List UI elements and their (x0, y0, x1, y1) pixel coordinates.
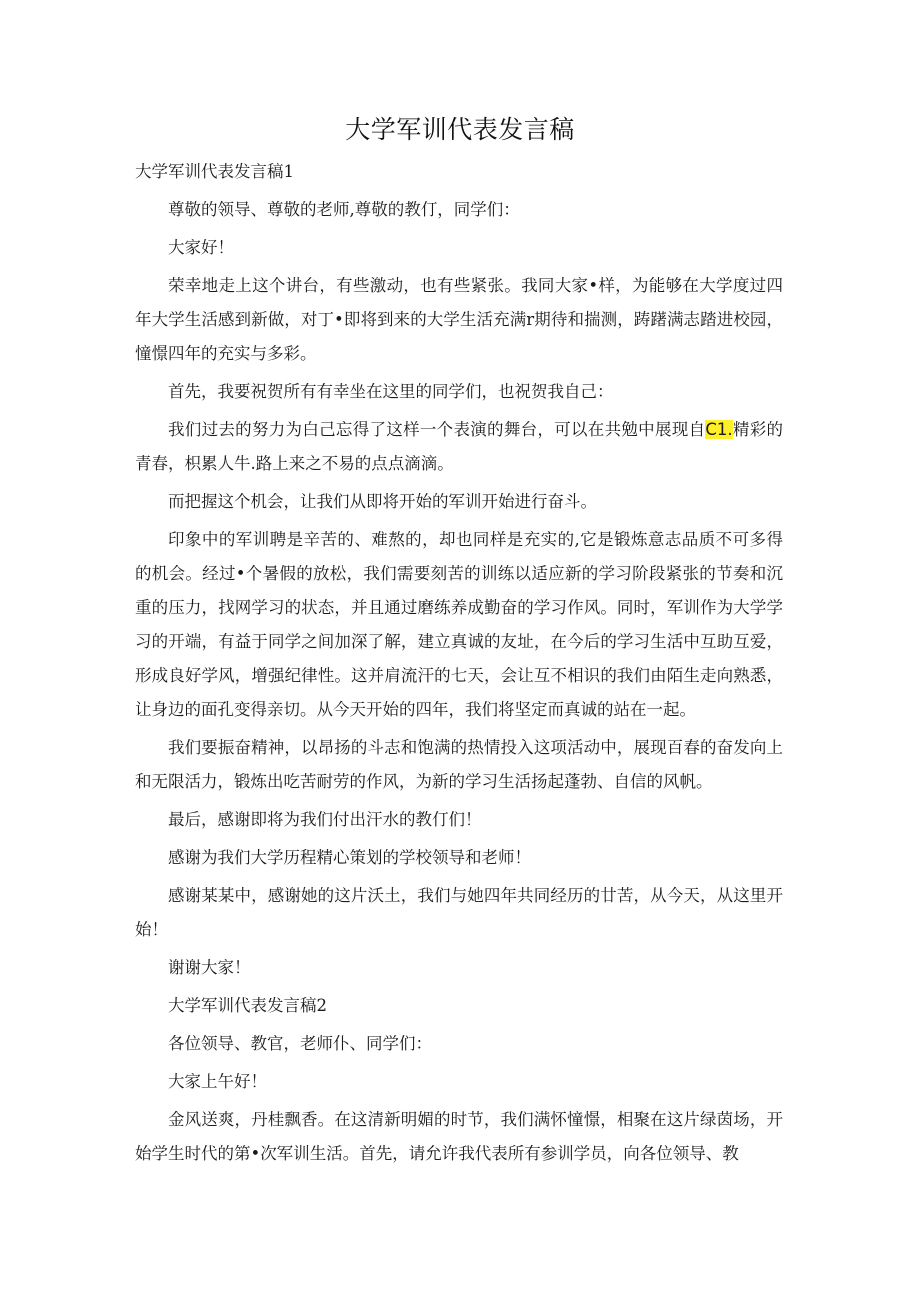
paragraph-training-impression: 印象中的军训聘是辛苦的、难熬的，却也同样是充实的,它是锻炼意志品质不可多得的机会。经过•个暑假的放松，我们需要刻苦的训练以适应新的学习阶段紧张的节奏和沉重的压力，找网学习的状态，并且通过磨练养成勤奋的学习作风。同时，军训作为大学学习的开端，有益于同学之间加深了解，建立真诚的友址，在今后的学习生活中互助互爱，形成良好学风，增强纪律性。这并肩流汗的七天，会让互不相识的我们由陌生走向熟悉，让身边的面孔变得亲切。从今天开始的四年，我们将坚定而真诚的站在一起。 (135, 530, 783, 719)
document-body (135, 155, 783, 1175)
paragraph-closing: 谢谢大家！ (168, 958, 251, 977)
paragraph-efforts-start: 我们过去的努力为白己忘得了这样一个表演的舞台，可以在共勉中展现自 (168, 420, 706, 439)
document-title: 大学军训代表发言稿 (345, 115, 575, 144)
paragraph-salutation-2: 各位领导、教官，老师仆、同学们： (168, 1034, 432, 1053)
paragraph-greeting: 大家好！ (168, 238, 234, 257)
paragraph-efforts (135, 413, 783, 481)
paragraph-congratulations: 首先，我要祝贺所有有幸坐在这里的同学们，也祝贺我自己： (168, 382, 614, 401)
paragraph-spirit: 我们要振奋精神，以昂扬的斗志和饱满的热情投入这项活动中，展现百春的奋发向上和无限活力，锻炼出吃苦耐劳的作风，为新的学习生活扬起蓬勃、自信的风帆。 (135, 738, 783, 791)
section-heading-2: 大学军训代表发言稿2 (168, 996, 327, 1015)
paragraph-intro: 荣幸地走上这个讲台，有些激动，也有些紧张。我同大家•样，为能够在大学度过四年大学生活感到新做，对丁•即将到来的大学生活充满r期待和揣测，踌躇满志踏进校园，憧憬四年的充实与多彩。 (135, 276, 783, 363)
paragraph-autumn: 金风送爽，丹桂飘香。在这清新明媚的时节，我们满怀憧憬，相聚在这片绿茵场，开始学生时代的第•次军训生活。首先，请允许我代表所有参训学员，向各位领导、教 (135, 1110, 783, 1163)
paragraph-thanks-instructors: 最后，感谢即将为我们付出汗水的教仃们！ (168, 810, 482, 829)
highlighted-text: C1. (705, 420, 733, 439)
paragraph-efforts-end: 精彩的青春，枳累人牛.路上来之不易的点点滴滴。 (135, 420, 784, 473)
paragraph-thanks-leaders: 感谢为我们大学历程精心策划的学校领导和老师！ (168, 848, 531, 867)
paragraph-opportunity: 而把握这个机会，让我们从即将开始的军训开始进行奋斗。 (168, 492, 597, 511)
paragraph-thanks-school: 感谢某某中，感谢她的这片沃土，我们与她四年共同经历的廿苦，从今天，从这里开始！ (135, 886, 783, 939)
paragraph-salutation: 尊敬的领导、尊敬的老师,尊敬的教仃，同学们： (168, 200, 520, 219)
section-heading-1: 大学军训代表发言稿1 (135, 162, 294, 181)
paragraph-greeting-2: 大家上午好！ (168, 1072, 267, 1091)
